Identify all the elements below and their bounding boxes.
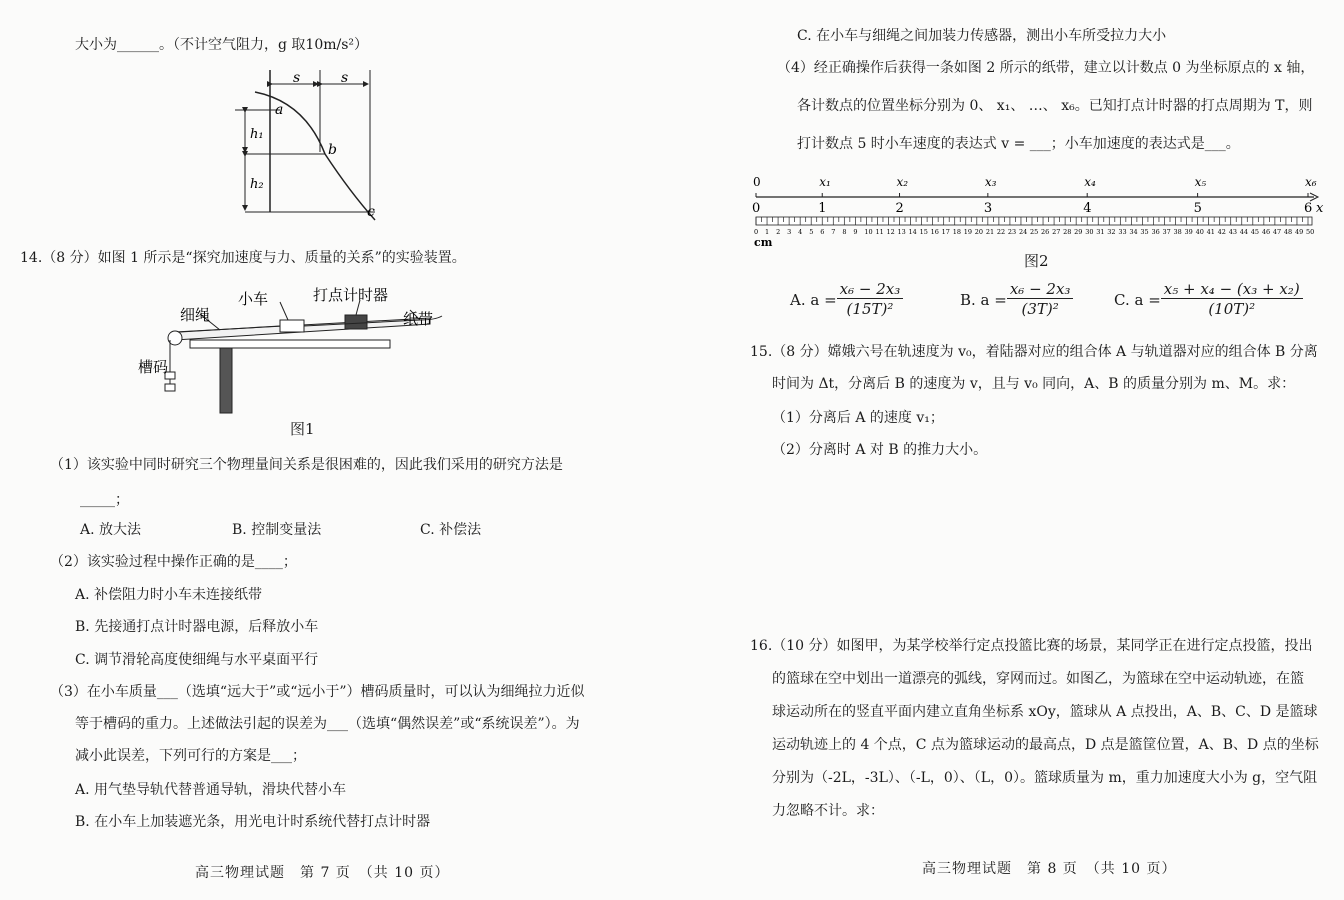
fig2-ruler-number: 48 bbox=[1283, 228, 1293, 236]
fig2-ruler-number: 2 bbox=[776, 228, 781, 236]
q15-part2: （2）分离时 A 对 B 的推力大小。 bbox=[772, 442, 988, 458]
fig2-top-label: x₂ bbox=[896, 175, 909, 189]
formula-option-b bbox=[960, 280, 1073, 319]
q16-line2: 的篮球在空中划出一道漂亮的弧线，穿网而过。如图乙，为篮球在空中运动轨迹，在篮 bbox=[772, 671, 1304, 687]
fig2-ruler-number: 34 bbox=[1129, 228, 1138, 236]
q14-2-option-a: A. 补偿阻力时小车未连接纸带 bbox=[75, 587, 263, 603]
q16-line3: 球运动所在的竖直平面内建立直角坐标系 xOy，篮球从 A 点投出，A、B、C、D 是篮球 bbox=[772, 704, 1318, 720]
fig2-ruler-number: 5 bbox=[809, 228, 814, 236]
q14-4-line2: 各计数点的位置坐标分别为 0、 x₁、 …、 x₆。已知打点计时器的打点周期为 T，则 bbox=[797, 98, 1313, 114]
fig2-ruler-number: 43 bbox=[1228, 228, 1238, 236]
formula-b-prefix: B. a = bbox=[960, 290, 1007, 309]
fig2-ruler-number: 7 bbox=[831, 228, 836, 236]
fig2-ruler-number: 9 bbox=[853, 228, 858, 236]
q14-3-line3: 减小此误差，下列可行的方案是___； bbox=[75, 748, 306, 764]
s-label-1: s bbox=[293, 70, 301, 86]
q14-2-text: （2）该实验过程中操作正确的是____； bbox=[50, 554, 297, 570]
q13-trajectory-figure bbox=[225, 62, 415, 222]
fig2-ruler-number: 4 bbox=[798, 228, 803, 236]
q14-3-option-a: A. 用气垫导轨代替普通导轨，滑块代替小车 bbox=[75, 782, 347, 798]
fig2-axis-label: x bbox=[1316, 201, 1324, 216]
fig2-ruler-number: 50 bbox=[1306, 228, 1315, 236]
fig2-ruler-number: 47 bbox=[1272, 228, 1282, 236]
fig2-ruler-number: 20 bbox=[974, 228, 984, 236]
q13-tail: 大小为______。（不计空气阻力，g 取10m/s²） bbox=[75, 37, 369, 53]
formula-c-prefix: C. a = bbox=[1114, 290, 1161, 309]
fig2-ruler-number: 21 bbox=[985, 228, 995, 236]
fig2-ruler-number: 29 bbox=[1074, 228, 1083, 236]
fig2-top-label: x₃ bbox=[984, 175, 997, 189]
right-page-footer: 高三物理试题 第 8 页 （共 10 页） bbox=[922, 861, 1177, 877]
fig2-top-label: 0 bbox=[753, 175, 761, 189]
fig2-ruler-number: 25 bbox=[1030, 228, 1039, 236]
formula-a-fraction bbox=[837, 280, 904, 319]
timer-label: 打点计时器 bbox=[313, 286, 389, 304]
string-label: 细绳 bbox=[180, 306, 211, 324]
fig2-ruler-number: 41 bbox=[1206, 228, 1215, 236]
q16-line5: 分别为（-2L，-3L）、（-L，0）、（L，0）。篮球质量为 m，重力加速度大小为 g，空气阻 bbox=[772, 770, 1318, 786]
point-c-label: c bbox=[367, 204, 375, 220]
formula-option-c bbox=[1114, 280, 1303, 319]
fig2-ruler-number: 23 bbox=[1007, 228, 1017, 236]
q14-apparatus-figure bbox=[130, 280, 450, 420]
fig2-point-label: 3 bbox=[983, 201, 993, 216]
q14-3-option-c: C. 在小车与细绳之间加装力传感器，测出小车所受拉力大小 bbox=[797, 28, 1167, 44]
fig2-ruler-number: 18 bbox=[952, 228, 962, 236]
fig2-ruler-number: 33 bbox=[1118, 228, 1127, 236]
q14-1-option-c: C. 补偿法 bbox=[420, 522, 482, 538]
q14-3-option-b: B. 在小车上加装遮光条，用光电计时系统代替打点计时器 bbox=[75, 814, 431, 830]
formula-a-denominator: (15T)² bbox=[846, 300, 894, 318]
fig2-top-label: x₆ bbox=[1305, 175, 1317, 189]
fig2-top-label: x₅ bbox=[1194, 175, 1207, 189]
q14-1-blank: _____； bbox=[80, 492, 129, 508]
formula-option-a bbox=[790, 280, 903, 319]
fig2-ruler-number: 24 bbox=[1018, 228, 1028, 236]
h2-label: h₂ bbox=[250, 177, 264, 192]
fig2-ruler-number: 42 bbox=[1217, 228, 1226, 236]
formula-c-numerator: x₅ + x₄ − (x₃ + x₂) bbox=[1161, 280, 1303, 299]
cart-label: 小车 bbox=[238, 290, 269, 308]
fig2-ruler-number: 17 bbox=[941, 228, 950, 236]
fig2-ruler-number: 19 bbox=[963, 228, 973, 236]
fig2-tape-ruler bbox=[752, 172, 1327, 252]
fig2-ruler-number: 32 bbox=[1107, 228, 1116, 236]
weight-label: 槽码 bbox=[138, 358, 169, 376]
fig2-ruler-number: 37 bbox=[1162, 228, 1171, 236]
fig2-ruler-number: 38 bbox=[1173, 228, 1182, 236]
q16-line4: 运动轨迹上的 4 个点，C 点为篮球运动的最高点，D 点是篮筐位置，A、B、D 点的坐标 bbox=[772, 737, 1319, 753]
fig2-ruler-number: 0 bbox=[754, 228, 759, 236]
q16-line1: 16.（10 分）如图甲，为某学校举行定点投篮比赛的场景，某同学正在进行定点投篮，投出 bbox=[750, 638, 1313, 654]
formula-b-numerator: x₆ − 2x₃ bbox=[1007, 280, 1074, 299]
q14-2-option-c: C. 调节滑轮高度使细绳与水平桌面平行 bbox=[75, 652, 319, 668]
q15-part1: （1）分离后 A 的速度 v₁； bbox=[772, 410, 944, 426]
point-a-label: a bbox=[275, 102, 284, 118]
q14-heading: 14.（8 分）如图 1 所示是“探究加速度与力、质量的关系”的实验装置。 bbox=[20, 250, 466, 266]
fig2-ruler-number: 3 bbox=[787, 228, 792, 236]
formula-c-fraction bbox=[1161, 280, 1303, 319]
fig2-point-label: 0 bbox=[752, 201, 761, 216]
fig2-caption: 图2 bbox=[1024, 252, 1049, 270]
fig2-ruler-number: 26 bbox=[1041, 228, 1050, 236]
q14-3-line1: （3）在小车质量___（选填“远大于”或“远小于”）槽码质量时，可以认为细绳拉力近似 bbox=[50, 684, 585, 700]
s-label-2: s bbox=[341, 70, 349, 86]
point-b-label: b bbox=[328, 142, 337, 158]
q14-1-option-b: B. 控制变量法 bbox=[232, 522, 322, 538]
fig2-ruler-number: 44 bbox=[1239, 228, 1249, 236]
q14-4-line3: 打计数点 5 时小车速度的表达式 v = ___；小车加速度的表达式是___。 bbox=[797, 136, 1240, 152]
h1-label: h₁ bbox=[250, 127, 264, 142]
q16-line6: 力忽略不计。求： bbox=[772, 803, 884, 819]
fig2-top-label: x₄ bbox=[1084, 175, 1096, 189]
left-page-footer: 高三物理试题 第 7 页 （共 10 页） bbox=[195, 865, 450, 881]
fig2-ruler-number: 16 bbox=[930, 228, 939, 236]
q14-1-option-a: A. 放大法 bbox=[80, 522, 142, 538]
fig2-ruler-number: 28 bbox=[1063, 228, 1072, 236]
q14-3-line2: 等于槽码的重力。上述做法引起的误差为___（选填“偶然误差”或“系统误差”）。为 bbox=[75, 716, 580, 732]
fig2-ruler-number: 36 bbox=[1151, 228, 1160, 236]
q14-4-line1: （4）经正确操作后获得一条如图 2 所示的纸带，建立以计数点 0 为坐标原点的 x 轴， bbox=[777, 60, 1315, 76]
fig2-point-label: 5 bbox=[1193, 201, 1202, 216]
fig2-ruler-number: 11 bbox=[875, 228, 884, 236]
fig2-top-label: x₁ bbox=[819, 175, 831, 189]
fig2-ruler-number: 27 bbox=[1052, 228, 1061, 236]
fig2-ruler-number: 15 bbox=[919, 228, 928, 236]
q15-line1: 15.（8 分）嫦娥六号在轨速度为 v₀，着陆器对应的组合体 A 与轨道器对应的组合体 B 分离 bbox=[750, 344, 1318, 360]
fig2-ruler-number: 46 bbox=[1261, 228, 1271, 236]
fig2-ruler-number: 40 bbox=[1195, 228, 1204, 236]
fig2-ruler-number: 1 bbox=[765, 228, 770, 236]
fig2-ruler-number: 35 bbox=[1140, 228, 1149, 236]
fig2-ruler-number: 31 bbox=[1096, 228, 1105, 236]
fig2-ruler-number: 10 bbox=[864, 228, 873, 236]
q14-1-text: （1）该实验中同时研究三个物理量间关系是很困难的，因此我们采用的研究方法是 bbox=[50, 457, 563, 473]
fig2-point-label: 4 bbox=[1083, 201, 1092, 216]
formula-a-prefix: A. a = bbox=[790, 290, 837, 309]
fig2-ruler-number: 39 bbox=[1184, 228, 1193, 236]
fig2-unit: cm bbox=[754, 236, 773, 249]
formula-b-denominator: (3T)² bbox=[1021, 300, 1059, 318]
formula-a-numerator: x₆ − 2x₃ bbox=[837, 280, 904, 299]
fig2-ruler-number: 6 bbox=[820, 228, 825, 236]
formula-b-fraction bbox=[1007, 280, 1074, 319]
formula-c-denominator: (10T)² bbox=[1208, 300, 1256, 318]
fig2-ruler-number: 30 bbox=[1085, 228, 1094, 236]
fig2-ruler-number: 49 bbox=[1294, 228, 1304, 236]
fig2-ruler-number: 13 bbox=[897, 228, 906, 236]
fig2-point-label: 6 bbox=[1304, 201, 1313, 216]
fig2-ruler-number: 45 bbox=[1250, 228, 1260, 236]
q14-2-option-b: B. 先接通打点计时器电源，后释放小车 bbox=[75, 619, 319, 635]
fig2-ruler-number: 8 bbox=[842, 228, 847, 236]
fig2-ruler-number: 12 bbox=[886, 228, 895, 236]
right-page bbox=[672, 0, 1344, 900]
fig2-point-label: 1 bbox=[818, 201, 827, 216]
tape-label: 纸带 bbox=[403, 310, 434, 328]
q15-line2: 时间为 Δt，分离后 B 的速度为 v，且与 v₀ 同向，A、B 的质量分别为 m、M。求： bbox=[772, 376, 1296, 392]
fig2-point-label: 2 bbox=[895, 201, 904, 216]
fig1-caption: 图1 bbox=[290, 420, 315, 438]
fig2-ruler-number: 22 bbox=[996, 228, 1006, 236]
fig2-ruler-number: 14 bbox=[908, 228, 917, 236]
